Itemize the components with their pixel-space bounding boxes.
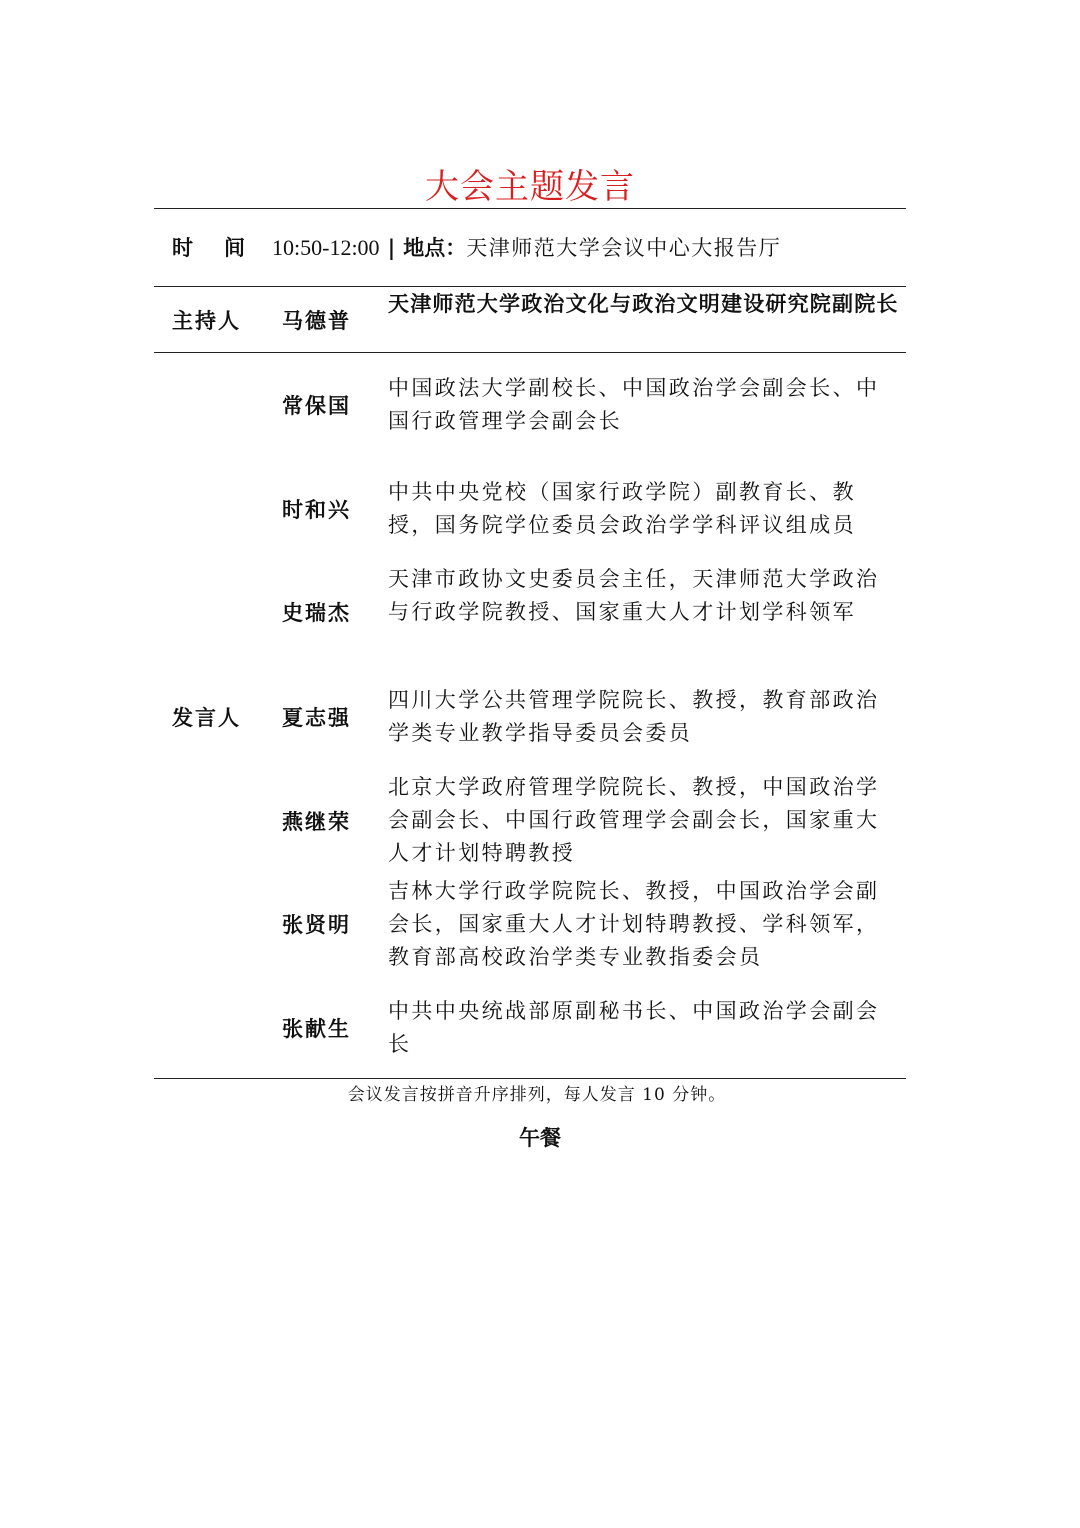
speaker-name: 史瑞杰	[282, 600, 351, 625]
speaker-name: 张献生	[282, 1016, 351, 1041]
speaker-description: 天津市政协文史委员会主任，天津师范大学政治与行政学院教授、国家重大人才计划学科领军	[388, 567, 880, 624]
session-info-row	[172, 226, 781, 270]
time-label: 时 间	[172, 235, 246, 260]
speaker-name: 常保国	[282, 393, 351, 418]
speaker-description: 北京大学政府管理学院院长、教授，中国政治学会副会长、中国行政管理学会副会长，国家重大人才计划特聘教授	[388, 775, 880, 865]
speaker-name: 时和兴	[282, 497, 351, 522]
host-description: 天津师范大学政治文化与政治文明建设研究院副院长	[388, 291, 899, 316]
place-value: 天津师范大学会议中心大报告厅	[466, 236, 782, 260]
title-rule	[154, 208, 906, 209]
speaker-name: 夏志强	[282, 705, 351, 730]
speaker-description: 吉林大学行政学院院长、教授，中国政治学会副会长，国家重大人才计划特聘教授、学科领军，教育部高校政治学类专业教指委会员	[388, 879, 880, 969]
info-separator: |	[387, 235, 396, 260]
speaker-description: 四川大学公共管理学院院长、教授，教育部政治学类专业教学指导委员会委员	[388, 688, 880, 745]
host-name: 马德普	[282, 308, 351, 333]
speaker-description: 中共中央统战部原副秘书长、中国政治学会副会长	[388, 999, 880, 1056]
place-label: 地点：	[403, 235, 467, 260]
speaker-description: 中国政法大学副校长、中国政治学会副会长、中国行政管理学会副会长	[388, 376, 880, 433]
speaker-description: 中共中央党校（国家行政学院）副教育长、教授，国务院学位委员会政治学学科评议组成员	[388, 480, 856, 537]
host-rule	[154, 352, 906, 353]
table-bottom-rule	[154, 1078, 906, 1079]
schedule-note: 会议发言按拼音升序排列，每人发言 10 分钟。	[347, 1085, 727, 1105]
speakers-role-label: 发言人	[172, 705, 241, 730]
speaker-name: 燕继荣	[282, 809, 351, 834]
lunch-label: 午餐	[519, 1125, 561, 1150]
time-value: 10:50-12:00	[272, 235, 380, 260]
host-role-label: 主持人	[172, 308, 241, 333]
speaker-name: 张贤明	[282, 912, 351, 937]
page-title: 大会主题发言	[425, 167, 635, 207]
